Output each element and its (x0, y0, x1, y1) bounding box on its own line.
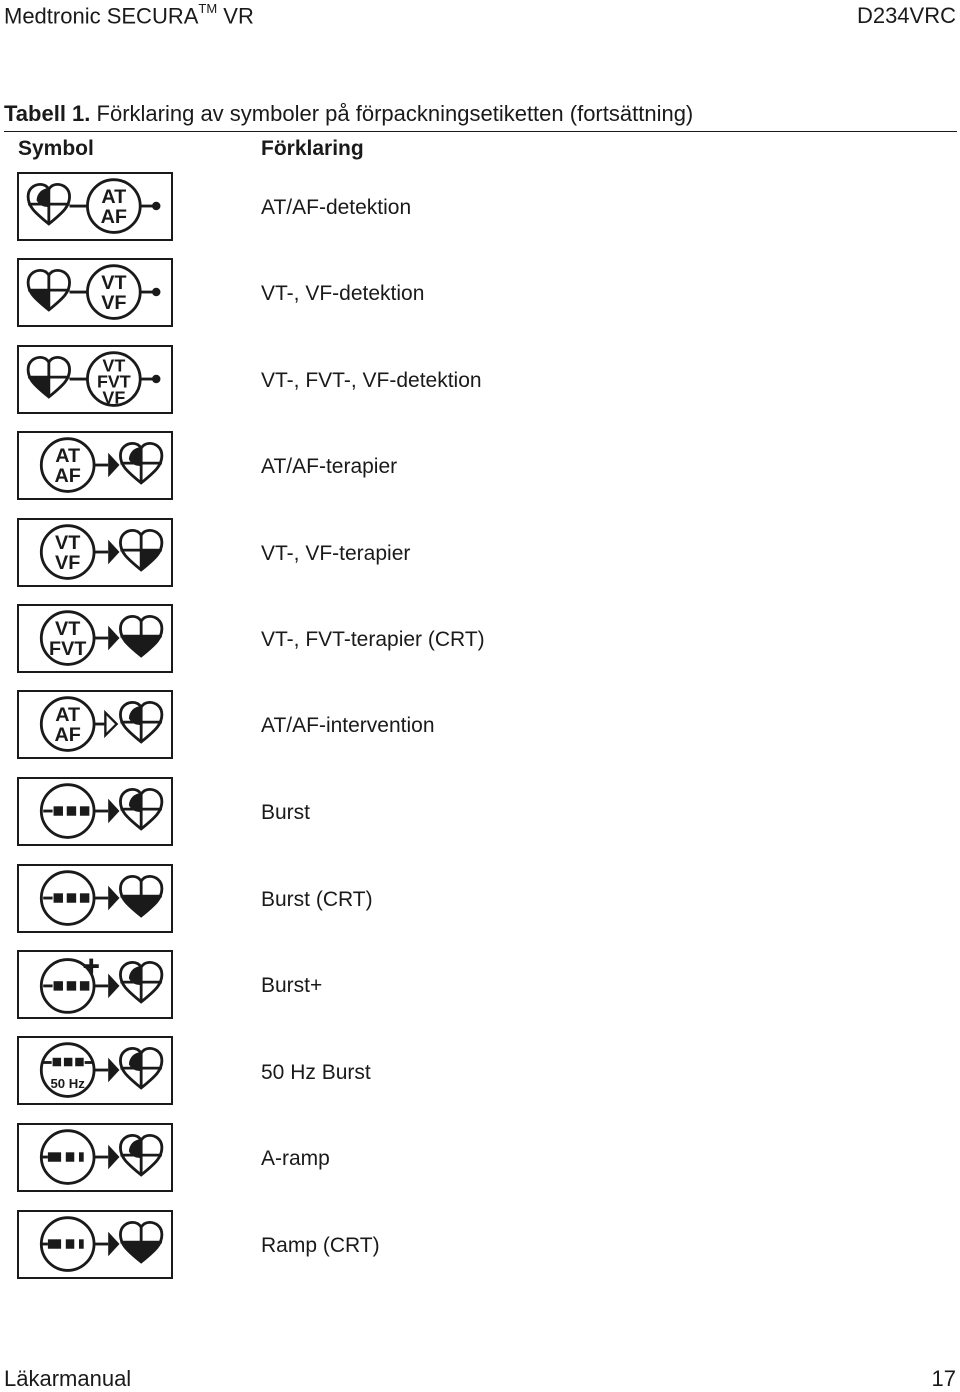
row-description: Burst+ (261, 974, 323, 997)
svg-text:50 Hz: 50 Hz (50, 1075, 85, 1091)
caption-rule (4, 131, 957, 132)
svg-text:AT: AT (55, 704, 81, 727)
row-description: VT-, VF-terapier (261, 542, 411, 565)
svg-text:AT: AT (101, 186, 127, 209)
at-af-detection-icon (17, 172, 173, 241)
svg-text:FVT: FVT (49, 637, 87, 660)
svg-text:AT: AT (55, 445, 81, 468)
svg-text:VT: VT (55, 532, 81, 555)
table-title: Förklaring av symboler på förpackningsetiketten (fortsättning) (96, 101, 694, 126)
row-description: AT/AF-terapier (261, 455, 398, 478)
vt-fvt-therapy-crt-icon (17, 604, 173, 673)
svg-text:AF: AF (100, 205, 128, 228)
svg-text:VF: VF (102, 387, 126, 408)
header-product: Medtronic SECURA™ VR (4, 1, 254, 29)
row-description: A-ramp (261, 1147, 330, 1170)
column-header-explanation: Förklaring (261, 137, 364, 160)
row-description: VT-, VF-detektion (261, 282, 425, 305)
svg-text:VF: VF (55, 551, 81, 574)
at-af-therapy-icon (17, 431, 173, 500)
row-description: Ramp (CRT) (261, 1234, 380, 1257)
page-number: 17 (931, 1366, 956, 1391)
svg-text:FVT: FVT (96, 371, 131, 392)
svg-text:VT: VT (102, 355, 126, 376)
row-description: AT/AF-detektion (261, 196, 412, 219)
vt-fvt-vf-detection-icon (17, 345, 173, 414)
row-description: AT/AF-intervention (261, 714, 435, 737)
row-description: Burst (261, 801, 311, 824)
table-label: Tabell 1. (4, 101, 91, 126)
row-description: VT-, FVT-, VF-detektion (261, 369, 482, 392)
burst-plus-icon (17, 950, 173, 1019)
svg-text:VT: VT (101, 272, 127, 295)
vt-vf-detection-icon (17, 258, 173, 327)
column-header-symbol: Symbol (18, 137, 94, 160)
row-description: 50 Hz Burst (261, 1061, 371, 1084)
svg-text:VT: VT (55, 618, 81, 641)
row-description: VT-, FVT-terapier (CRT) (261, 628, 485, 651)
svg-text:VF: VF (101, 291, 127, 314)
svg-text:AF: AF (54, 464, 81, 487)
table-caption (4, 101, 693, 127)
row-description: Burst (CRT) (261, 888, 373, 911)
burst-50hz-icon (17, 1036, 173, 1105)
burst-crt-icon (17, 864, 173, 933)
burst-icon (17, 777, 173, 846)
vt-vf-therapy-icon (17, 518, 173, 587)
header-model: D234VRC (856, 3, 956, 28)
footer-manual: Läkarmanual (4, 1366, 132, 1391)
ramp-crt-icon (17, 1210, 173, 1279)
a-ramp-icon (17, 1123, 173, 1192)
svg-text:AF: AF (54, 723, 81, 746)
at-af-intervention-icon (17, 690, 173, 759)
trademark: TM (198, 1, 218, 16)
